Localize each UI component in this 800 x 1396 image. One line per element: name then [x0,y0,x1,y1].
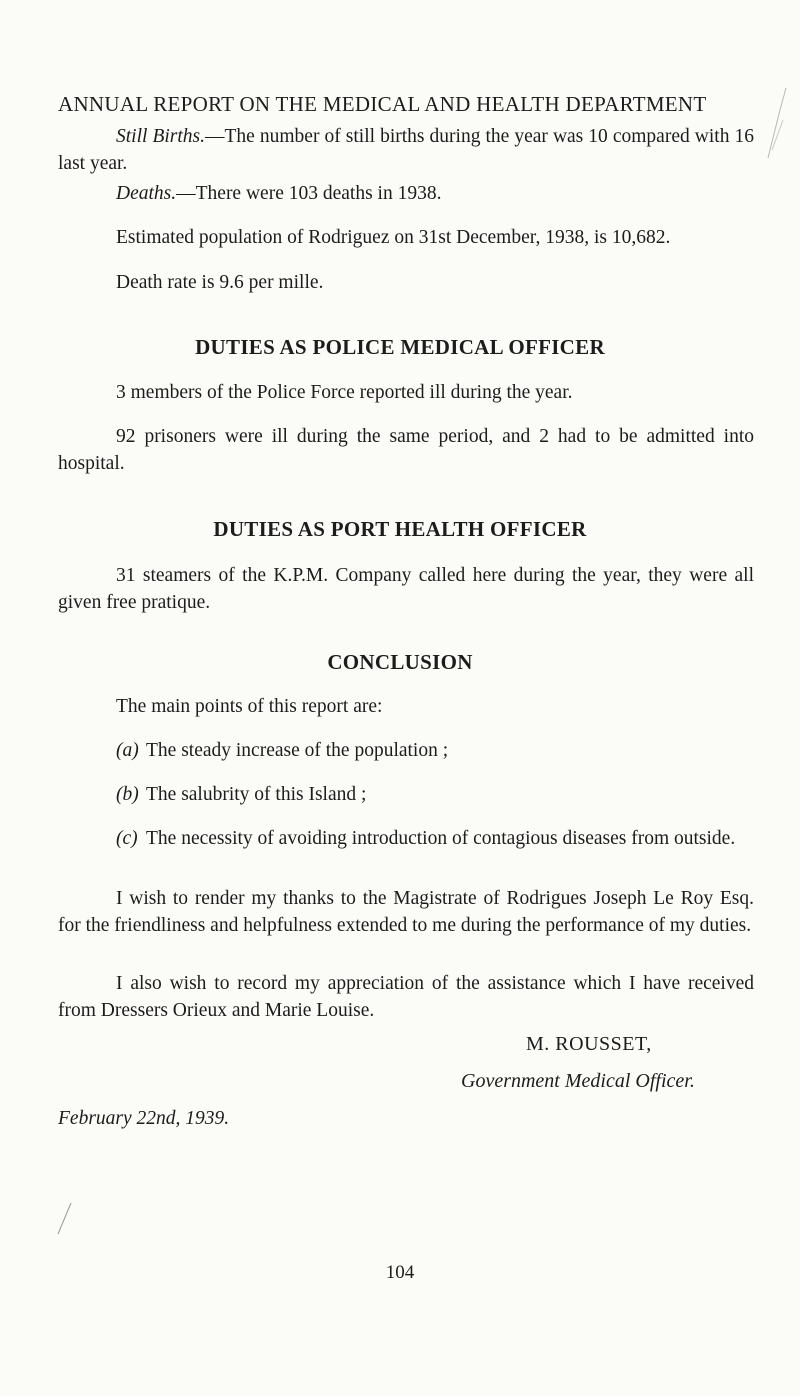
still-births-text: —The number of still births during the year was 10 compared with 16 last year. [58,126,754,174]
page-header: ANNUAL REPORT ON THE MEDICAL AND HEALTH DEPARTMENT [58,92,707,116]
appreciation-paragraph: I also wish to record my appreciation of the assistance which I have received from Dressers Orieux and Marie Louise. [58,973,754,1021]
list-text: The steady increase of the population ; [146,740,449,761]
still-births-lead: Still Births. [116,126,206,147]
death-rate-paragraph: Death rate is 9.6 per mille. [116,272,324,293]
port-section-heading: DUTIES AS PORT HEALTH OFFICER [213,517,587,541]
signature-name: M. ROUSSET, [526,1033,652,1055]
deaths-paragraph [58,180,754,207]
deaths-lead: Deaths. [116,183,177,204]
signature-title: Government Medical Officer. [461,1070,695,1092]
police-paragraph-1: 3 members of the Police Force reported ill during the year. [116,382,573,403]
list-item [116,825,786,852]
paper-scratch-mark [56,1200,74,1236]
port-paragraph-1: 31 steamers of the K.P.M. Company called here during the year, they were all given free pratique. [58,565,754,613]
conclusion-intro: The main points of this report are: [116,696,383,717]
list-marker: (c) [116,828,138,849]
list-marker: (a) [116,740,139,761]
police-section-heading: DUTIES AS POLICE MEDICAL OFFICER [195,335,605,359]
list-text: The necessity of avoiding introduction of contagious diseases from outside. [146,828,736,849]
page-number: 104 [385,1262,415,1283]
thanks-paragraph: I wish to render my thanks to the Magistrate of Rodrigues Joseph Le Roy Esq. for the friendliness and helpfulness extended to me during the performance of my duties. [58,888,754,936]
list-marker: (b) [116,784,139,805]
list-text: The salubrity of this Island ; [146,784,367,805]
deaths-text: —There were 103 deaths in 1938. [176,183,442,204]
list-item [116,737,756,764]
police-paragraph-2: 92 prisoners were ill during the same period, and 2 had to be admitted into hospital. [58,426,754,474]
signature-date: February 22nd, 1939. [58,1108,230,1129]
population-paragraph: Estimated population of Rodriguez on 31st December, 1938, is 10,682. [116,227,671,248]
still-births-paragraph [58,123,754,177]
conclusion-heading: CONCLUSION [327,650,473,674]
list-item [116,781,756,808]
